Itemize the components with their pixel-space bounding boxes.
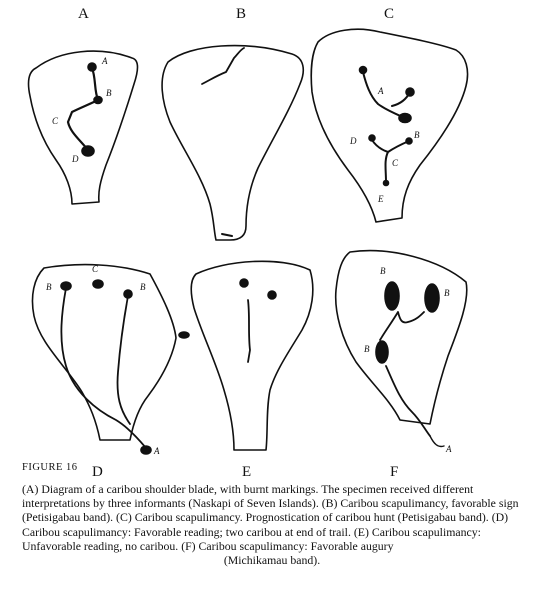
mark-label-f-a: A — [446, 444, 452, 454]
panel-label-d: D — [92, 464, 103, 480]
crack-c-upper — [363, 72, 410, 118]
mark-label-c-b: B — [414, 130, 420, 140]
crack-a — [68, 68, 98, 150]
mark-label-a-c: C — [52, 116, 59, 126]
scapula-b — [162, 46, 303, 240]
tail-f — [430, 436, 444, 447]
scapula-outline-a — [28, 51, 137, 204]
panel-label-c: C — [384, 6, 395, 22]
crack-c-lower — [372, 140, 409, 182]
panel-label-e: E — [242, 464, 252, 480]
figure-caption — [22, 482, 522, 567]
scapula-outline-e — [191, 261, 313, 450]
scapula-a — [28, 51, 137, 204]
figure-label: FIGURE 16 — [22, 462, 78, 473]
crack-d-right — [118, 296, 131, 424]
crack-e — [248, 300, 250, 362]
scapula-f — [336, 251, 467, 454]
scapula-d — [32, 264, 189, 456]
burn-mark-f-3 — [376, 341, 388, 363]
burn-mark-f-1 — [385, 282, 399, 310]
caption-text: (A) Diagram of a caribou shoulder blade, with burnt markings. The specimen received different interpretations by three informants (Naskapi of Seven Islands). (B) Caribou scapulimancy, favorable sign (Petisigabau band). (C) Caribou scapulimancy. Prognostication of caribou hunt (Petisigabau band). (D) Caribou scapulimancy: Favorable reading; two caribou at end of trail. (E) Caribou scapulimancy: Unfavorable reading, no caribou. (F) Caribou scapulimancy: Favorable augury — [22, 482, 519, 553]
mark-label-c-d: D — [350, 136, 357, 146]
panel-label-f: F — [390, 464, 399, 480]
mark-label-a-d: D — [72, 154, 79, 164]
scapula-outline-b — [162, 46, 303, 240]
scapula-e — [191, 261, 313, 450]
crack-b — [202, 48, 244, 84]
burn-mark-e-1 — [240, 279, 248, 287]
panel-label-a: A — [78, 6, 89, 22]
mark-label-c-a: A — [378, 86, 384, 96]
mark-label-f-b3: B — [364, 344, 370, 354]
mark-label-c-e: E — [378, 194, 384, 204]
scapula-outline-c — [311, 29, 467, 222]
mark-label-d-c: C — [92, 264, 99, 274]
side-mark-d — [179, 332, 189, 338]
mark-label-a-a: A — [102, 56, 108, 66]
mark-label-a-b: B — [106, 88, 112, 98]
mark-label-d-a: A — [154, 446, 160, 456]
caption-last-line: (Michikamau band). — [223, 553, 321, 568]
mark-label-d-b2: B — [140, 282, 146, 292]
burn-mark-d-2 — [93, 280, 103, 288]
mark-label-f-b1: B — [380, 266, 386, 276]
burn-mark-f-2 — [425, 284, 439, 312]
crack-f — [380, 312, 430, 436]
scapula-c — [311, 29, 467, 222]
panel-label-b: B — [236, 6, 247, 22]
mark-label-f-b2: B — [444, 288, 450, 298]
mark-label-c-c: C — [392, 158, 399, 168]
mark-label-d-b1: B — [46, 282, 52, 292]
burn-mark-e-2 — [268, 291, 276, 299]
base-mark-b — [222, 234, 232, 236]
